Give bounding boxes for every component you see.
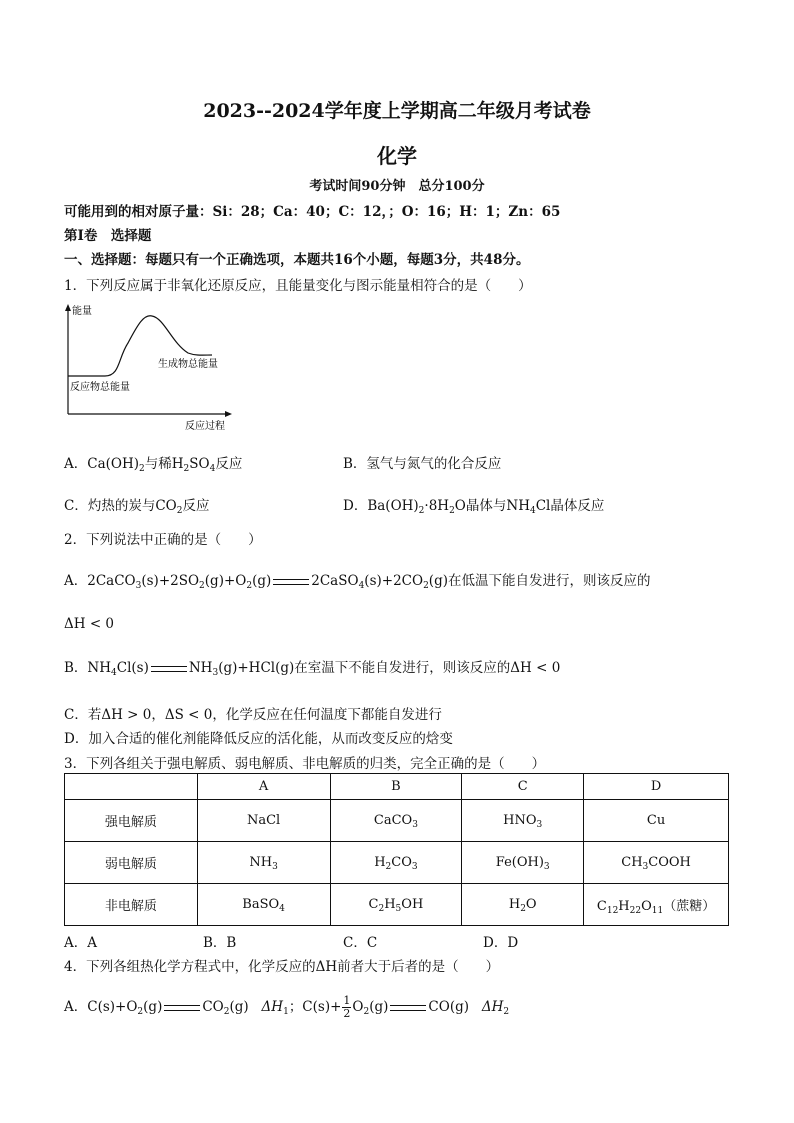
section-heading: 一、选择题：每题只有一个正确选项，本题共16个小题，每题3分，共48分。 <box>64 252 530 268</box>
row-label: 强电解质 <box>65 800 198 842</box>
q2-option-c: C．若ΔH > 0，ΔS < 0，化学反应在任何温度下都能自发进行 <box>64 707 442 723</box>
q1-option-a: A．$Ca(OH)_2$与稀$H_2SO_4$反应 <box>64 456 243 474</box>
q3-option-d: D．D <box>483 935 519 951</box>
product-energy-label: 生成物总能量 <box>158 359 218 370</box>
table-header-cell: D <box>584 774 729 800</box>
energy-diagram <box>60 298 240 434</box>
y-axis-arrow <box>65 304 71 311</box>
table-cell: $CH_3COOH$ <box>584 842 729 884</box>
q1-stem: 1．下列反应属于非氧化还原反应，且能量变化与图示能量相符合的是（ ） <box>64 278 532 294</box>
page-title: 2023--2024学年度上学期高二年级月考试卷 <box>203 100 591 122</box>
table-cell: $H_2O$ <box>462 884 584 926</box>
q3-option-c: C．C <box>343 935 378 951</box>
table-header-cell <box>65 774 198 800</box>
q4-stem: 4．下列各组热化学方程式中，化学反应的ΔH前者大于后者的是（ ） <box>64 959 500 975</box>
y-axis-label: 能量 <box>72 306 92 317</box>
q1-option-b: B．氢气与氮气的化合反应 <box>343 456 502 472</box>
subject-title: 化学 <box>377 144 417 168</box>
table-header-cell: A <box>197 774 330 800</box>
table-header-cell: C <box>462 774 584 800</box>
q2-option-d: D．加入合适的催化剂能降低反应的活化能，从而改变反应的焓变 <box>64 731 453 747</box>
q2-option-a-line2: ΔH < 0 <box>64 616 115 632</box>
exam-info: 考试时间90分钟 总分100分 <box>309 179 485 194</box>
q2-stem: 2．下列说法中正确的是（ ） <box>64 532 262 548</box>
table-row <box>65 884 729 926</box>
volume-heading: 第Ⅰ卷 选择题 <box>64 228 152 244</box>
q1-option-d: D．$Ba(OH)_2\cdot 8H_2O$晶体与$NH_4Cl$晶体反应 <box>343 498 605 516</box>
q3-option-a: A．A <box>64 935 97 951</box>
table-cell: BaSO$_4$ <box>197 884 330 926</box>
table-cell: NaCl <box>197 800 330 842</box>
table-cell: $C_2H_5OH$ <box>330 884 462 926</box>
row-label: 弱电解质 <box>65 842 198 884</box>
x-axis-arrow <box>225 411 232 417</box>
q2-option-b: B．$NH_4Cl(s)$ $NH_3(g)+HCl(g)$在室温下不能自发进行，则该反应的ΔH < 0 <box>64 660 561 678</box>
table-header-row <box>65 774 729 800</box>
table-cell: $C_{12}H_{22}O_{11}$（蔗糖） <box>584 884 729 926</box>
table-row <box>65 800 729 842</box>
table-cell: Cu <box>584 800 729 842</box>
table-cell: $Fe(OH)_3$ <box>462 842 584 884</box>
row-label: 非电解质 <box>65 884 198 926</box>
reactant-energy-label: 反应物总能量 <box>70 382 130 393</box>
table-cell: $H_2CO_3$ <box>330 842 462 884</box>
table-row <box>65 842 729 884</box>
q3-stem: 3．下列各组关于强电解质、弱电解质、非电解质的归类，完全正确的是（ ） <box>64 756 546 772</box>
atomic-masses: 可能用到的相对原子量：Si：28；Ca：40；C：12，；O：16；H：1；Zn：65 <box>64 204 561 220</box>
x-axis-label: 反应过程 <box>185 421 225 432</box>
table-cell: $HNO_3$ <box>462 800 584 842</box>
table-header-cell: B <box>330 774 462 800</box>
electrolyte-table <box>64 773 729 926</box>
q4-option-a: A．$C(s)+O_2(g)$ $CO_2(g)$ $\Delta H_1$；C(s)+ $\frac{1}{2}$ $O_2(g)$ CO(g) $\Delta H_2$ <box>64 994 510 1020</box>
q1-option-c: C．灼热的炭与$CO_2$反应 <box>64 498 210 516</box>
q3-option-b: B．B <box>203 935 237 951</box>
table-cell: CaCO$_3$ <box>330 800 462 842</box>
q2-option-a: A．$2CaCO_3(s)+2SO_2(g)+O_2(g)$ $2CaSO_4(s)+2CO_2(g)$在低温下能自发进行，则该反应的 <box>64 573 651 591</box>
table-cell: $NH_3$ <box>197 842 330 884</box>
